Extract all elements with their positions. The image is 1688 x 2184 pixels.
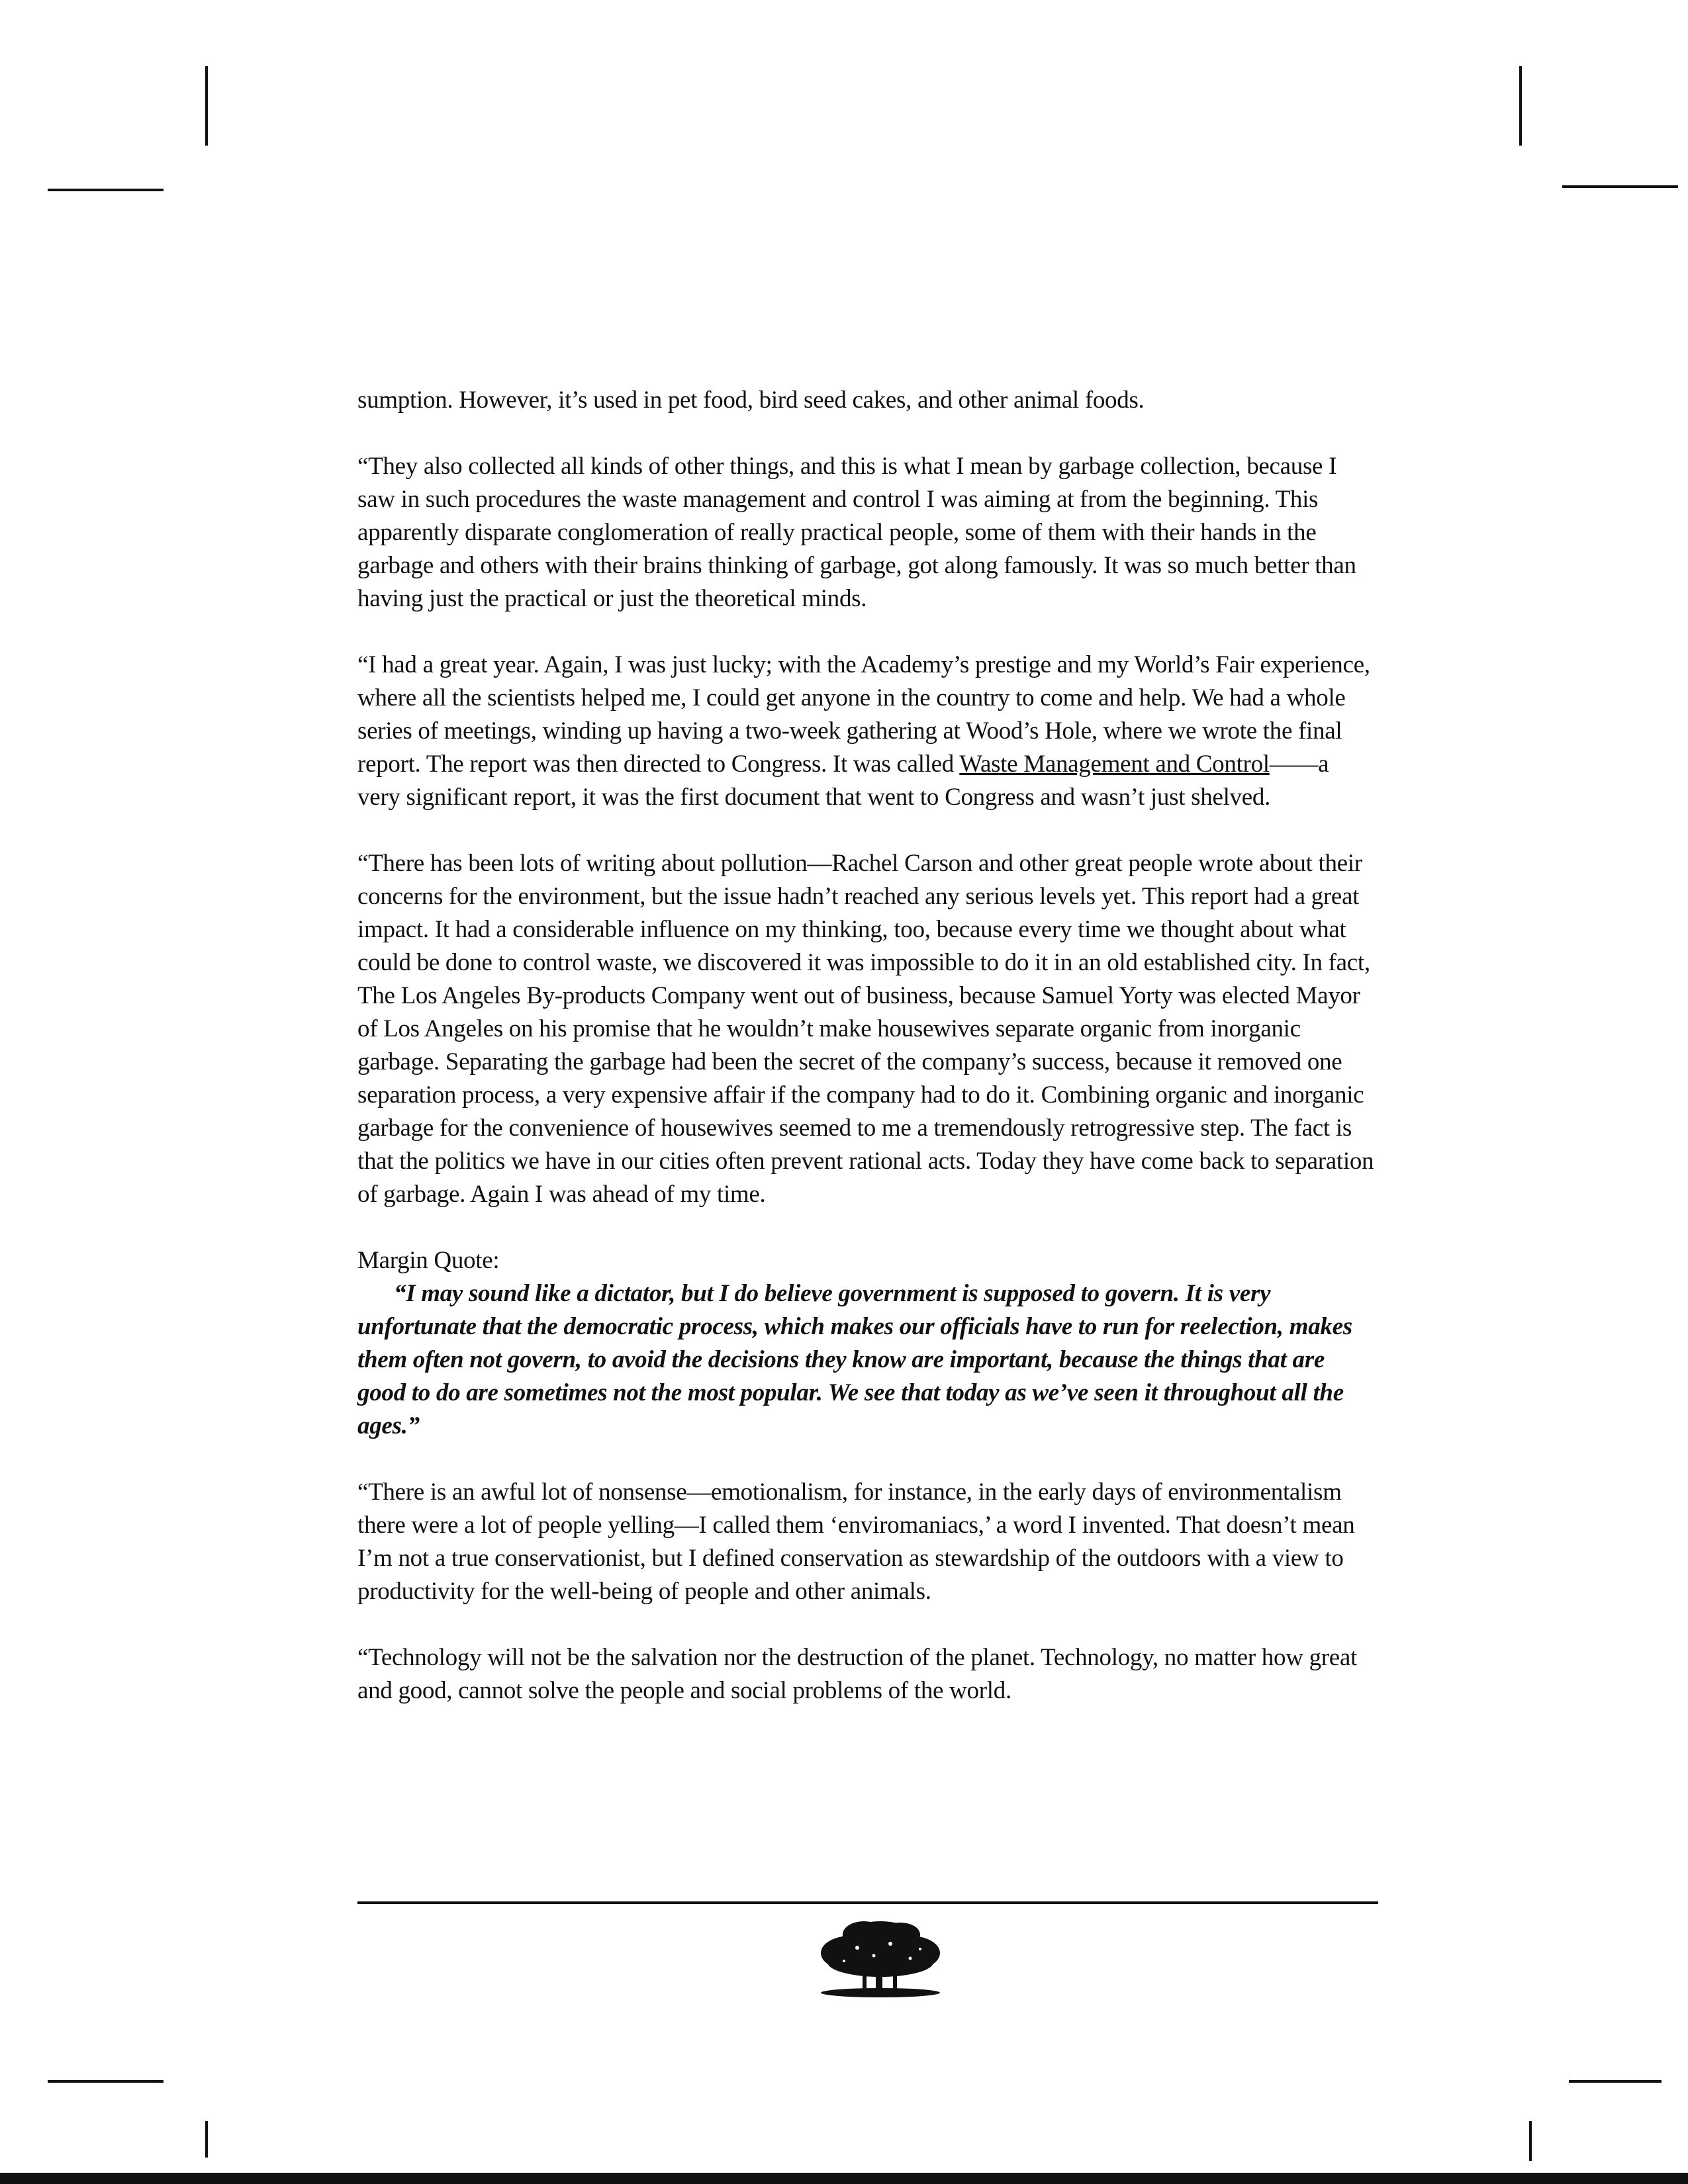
scan-bottom-edge	[0, 2173, 1688, 2184]
paragraph-2: “They also collected all kinds of other things, and this is what I mean by garbage collection, because I saw in such procedures the waste management and control I was aiming at from the beginning. This apparently disparate conglomeration of really practical people, some of them with their hands in the garbage and others with their brains thinking of garbage, got along famously. It was so much better than having just the practical or just the theoretical minds.	[357, 453, 1356, 612]
tree-icon	[811, 1915, 950, 2001]
margin-quote-label: Margin Quote:	[357, 1247, 500, 1274]
crop-mark-bottom-right-vertical	[1529, 2121, 1532, 2161]
paragraph-3-text-before: “I had a great year. Again, I was just lucky; with the Academy’s prestige and my World’s Fair experience, where all the scientists helped me, I could get anyone in the country to come and help. We had a whole series of meetings, winding up having a two-week gathering at Wood’s Hole, where we wrote the final report. The report was then directed to Congress. It was called	[357, 651, 1370, 778]
document-body	[357, 384, 1377, 1741]
report-title: Waste Management and Control	[959, 751, 1270, 778]
crop-mark-top-left-horizontal	[48, 189, 164, 191]
paragraph-5: “There is an awful lot of nonsense—emotionalism, for instance, in the early days of environmentalism there were a lot of people yelling—I called them ‘enviromaniacs,’ a word I invented. That doesn’t mean I’m not a true conservationist, but I defined conservation as stewardship of the outdoors with a view to productivity for the well-being of people and other animals.	[357, 1479, 1355, 1605]
crop-mark-bottom-left-horizontal	[48, 2080, 164, 2083]
paragraph-6: “Technology will not be the salvation nor the destruction of the planet. Technology, no matter how great and good, cannot solve the people and social problems of the world.	[357, 1644, 1358, 1704]
crop-mark-top-right-vertical	[1519, 66, 1522, 146]
margin-quote: “I may sound like a dictator, but I do believe government is supposed to govern. It is very unfortunate that the democratic process, which makes our officials have to run for reelection, makes them often not govern, to avoid the decisions they know are important, because the things that are good to do are sometimes not the most popular. We see that today as we’ve seen it throughout all the ages.”	[357, 1280, 1352, 1439]
footer-rule	[357, 1901, 1378, 1904]
crop-mark-top-left-vertical	[205, 66, 208, 146]
paragraph-3-text-after: ——a very significant report, it was the first document that went to Congress and wasn’t just shelved.	[357, 751, 1329, 811]
crop-mark-bottom-left-vertical	[205, 2121, 208, 2158]
paragraph-3	[357, 649, 1377, 814]
crop-mark-top-right-horizontal	[1562, 185, 1678, 188]
paragraph-4: “There has been lots of writing about pollution—Rachel Carson and other great people wrote about their concerns for the environment, but the issue hadn’t reached any serious levels yet. This report had a great impact. It had a considerable influence on my thinking, too, because every time we thought about what could be done to control waste, we discovered it was impossible to do it in an old established city. In fact, The Los Angeles By-products Company went out of business, because Samuel Yorty was elected Mayor of Los Angeles on his promise that he wouldn’t make housewives separate organic from inorganic garbage. Separating the garbage had been the secret of the company’s success, because it removed one separation process, a very expensive affair if the company had to do it. Combining organic and inorganic garbage for the convenience of housewives seemed to me a tremendously retrogressive step. The fact is that the politics we have in our cities often prevent rational acts. Today they have come back to separation of garbage. Again I was ahead of my time.	[357, 850, 1374, 1208]
crop-mark-bottom-right-horizontal	[1569, 2080, 1662, 2083]
paragraph-1: sumption. However, it’s used in pet food, bird seed cakes, and other animal foods.	[357, 387, 1145, 414]
